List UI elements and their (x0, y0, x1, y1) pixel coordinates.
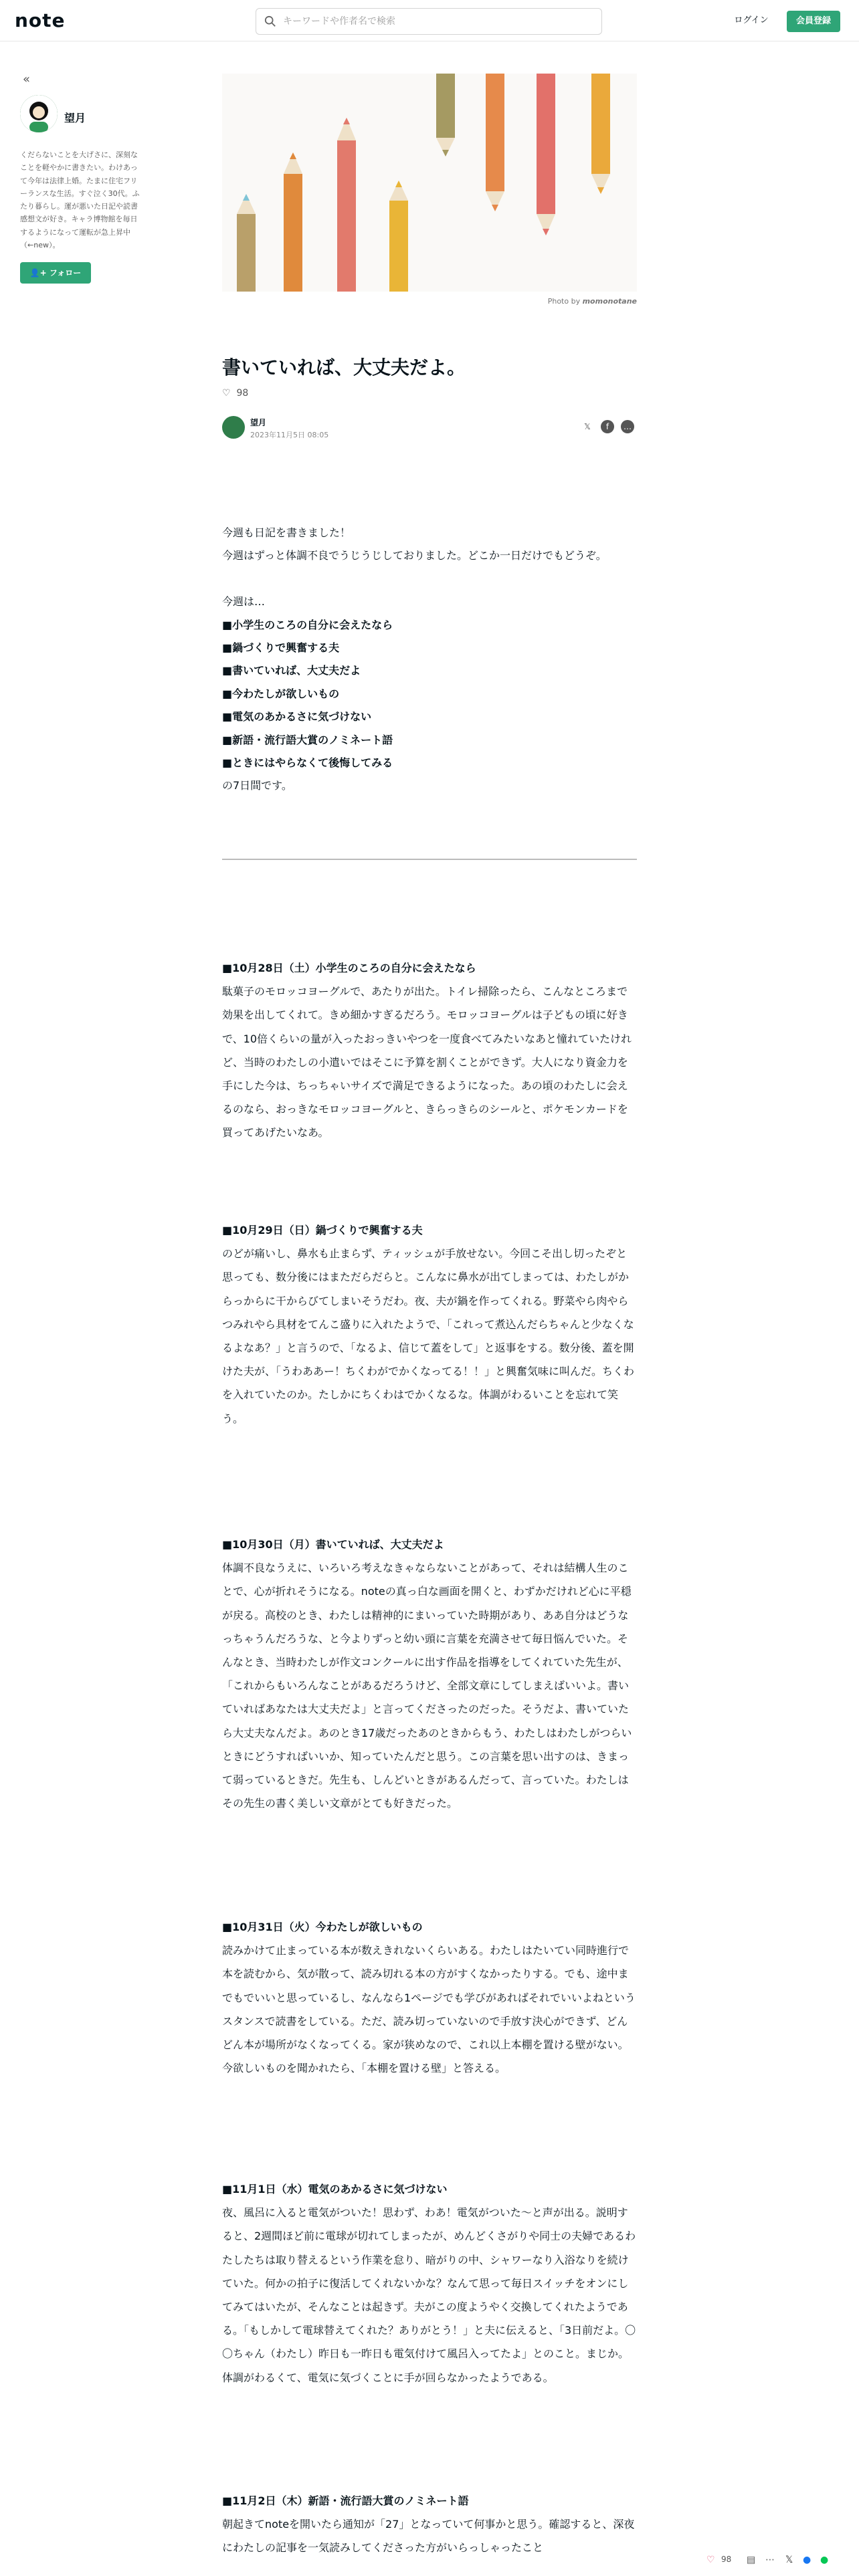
diary-section (222, 1533, 637, 1815)
magazine-icon[interactable]: ▤ (747, 2555, 756, 2565)
week-end: の7日間です。 (222, 779, 292, 792)
week-item: ■電気のあかるさに気づけない (222, 710, 372, 724)
diary-section (222, 1915, 637, 2080)
section-heading: ■11月2日（木）新語・流行語大賞のノミネート語 (222, 2494, 469, 2507)
pencils-illustration (222, 74, 637, 292)
diary-section (222, 2177, 637, 2389)
global-header (0, 0, 859, 41)
follow-label: フォロー (49, 268, 82, 278)
photo-credit (222, 297, 637, 306)
x-share-icon[interactable]: 𝕏 (584, 422, 591, 431)
author-name[interactable]: 望月 (64, 112, 86, 124)
divider (222, 859, 637, 860)
section-text: のどが痛いし、鼻水も止まらず、ティッシュが手放せない。今回こそ出し切ったぞと思っても、数分後にはまただらだらと。こんなに鼻水が出てしまっては、わたしがからっからに干からびてしまいそうだわ。夜、夫が鍋を作ってくれる。野菜やら肉やらつみれやら具材をてんこ盛りに入れたようで、「これって煮込んだらちゃんと少なくなるよなあ？」と言うので、「なるよ、信じて蓋をして」と返事をする。数分後、蓋を開けた夫が、「うわああー！ちくわがでかくなってる！！」と興奮気味に叫んだ。ちくわを入れていたのか。たしかにちくわはでかくなるな。体調がわるいことを忘れて笑う。 (222, 1247, 635, 1425)
week-item: ■鍋づくりで興奮する夫 (222, 641, 340, 654)
follow-button[interactable] (20, 262, 91, 284)
floating-action-bar (696, 2545, 859, 2576)
line-share-icon[interactable]: ● (820, 2555, 829, 2565)
facebook-share-icon[interactable]: ● (803, 2555, 812, 2565)
like-count: 98 (721, 2555, 732, 2564)
person-plus-icon: 👤+ (29, 268, 47, 278)
article-intro (222, 522, 637, 798)
login-button[interactable]: ログイン (734, 15, 769, 25)
search-box[interactable] (256, 8, 602, 35)
more-icon[interactable]: ⋯ (765, 2555, 775, 2565)
article-title: 書いていれば、大丈夫だよ。 (222, 356, 466, 379)
section-text: 読みかけて止まっている本が数えきれないくらいある。わたしはたいてい同時進行で本を読むから、気が散って、読み切れる本の方がすくなかったりする。でも、途中までもでいいと思っているし、なんなら1ページでも学びがあればそれでいいよねというスタンスで読書をしている。ただ、読み切っていないので手放す決心ができず、どんどん本が場所がなくなってくる。家が狭めなので、これ以上本棚を置ける壁がない。今欲しいものを聞かれたら、「本棚を置ける壁」と答える。 (222, 1944, 636, 2075)
diary-section (222, 956, 637, 1145)
week-item: ■新語・流行語大賞のノミネート語 (222, 733, 393, 746)
section-text: 夜、風呂に入ると電気がついた！思わず、わあ！電気がついた〜と声が出る。説明すると、2週間ほど前に電球が切れてしまったが、めんどくさがりや同士の夫婦であるわたしたちは取り替えるという作業を怠り、暗がりの中、シャワーなり入浴なりを続けていた。何かの拍子に復活してくれないかな？なんて思って毎日スイッチをオンにしてみてはいたが、そんなことは起きず。夫がこの度ようやく交換してくれたようである。「もしかして電球替えてくれた？ありがとう！」と夫に伝えると、「3日前だよ。〇〇ちゃん（わたし）昨日も一昨日も電気付けて風呂入ってたよ」とのこと。まじか。体調がわるくて、電気に気づくことに手が回らなかったようである。 (222, 2206, 636, 2384)
week-item: ■ときにはやらなくて後悔してみる (222, 756, 393, 769)
photo-credit-prefix: Photo by (547, 297, 581, 306)
week-label: 今週は… (222, 595, 266, 609)
signup-button[interactable]: 会員登録 (787, 11, 840, 32)
author-bio: くだらないことを大げさに、深刻なことを軽やかに書きたい。わけあって今年は法律上婚。たまに住宅フリーランスな生活。すぐ泣く30代。ふたり暮らし。運が悪いた日記や読書感想文が好き。キャラ博物館を毎日するようになって運転が急上昇中（←new）。 (20, 150, 140, 249)
collapse-sidebar-icon[interactable]: « (23, 72, 31, 86)
line-share-icon[interactable]: … (621, 420, 634, 433)
article-author-row (222, 415, 637, 441)
intro-line: 今週はずっと体調不良でうじうじしておりました。どこか一日だけでもどうぞ。 (222, 549, 607, 562)
section-text: 朝起きてnoteを開いたら通知が「27」となっていて何事かと思う。確認すると、深夜にわたしの記事を一気読みしてくださった方がいらっしゃったこと (222, 2518, 635, 2555)
section-heading: ■10月28日（土）小学生のころの自分に会えたなら (222, 962, 476, 974)
note-logo[interactable]: note (15, 9, 66, 31)
avatar[interactable] (20, 95, 58, 132)
week-item: ■書いていれば、大丈夫だよ (222, 664, 361, 677)
section-heading: ■11月1日（水）電気のあかるさに気づけない (222, 2183, 448, 2195)
heart-icon[interactable]: ♡ (222, 388, 231, 399)
diary-section (222, 1218, 637, 1430)
photo-credit-link[interactable]: momonotane (582, 297, 637, 306)
section-text: 駄菓子のモロッコヨーグルで、あたりが出た。トイレ掃除ったら、こんなところまで効果を出してくれて。きめ細かすぎるだろう。モロッコヨーグルは子どもの頃に好きで、10倍くらいの量が入ったおっきいやつを一度食べてみたいなあと憧れていたけれど、当時のわたしの小遣いではそこに予算を割くことができず。大人になり資金力を手にした今は、ちっちゃいサイズで満足できるようになった。あの頃のわたしに会えるのなら、おっきなモロッコヨーグルと、きらっきらのシールと、ポケモンカードを買ってあげたいなあ。 (222, 985, 632, 1140)
diary-section (222, 2489, 637, 2560)
facebook-share-icon[interactable]: f (601, 420, 614, 433)
publish-date: 2023年11月5日 08:05 (250, 431, 329, 439)
hero-image (222, 74, 637, 292)
like-counter[interactable] (222, 388, 248, 399)
x-share-icon[interactable]: 𝕏 (785, 2555, 793, 2565)
week-item: ■小学生のころの自分に会えたなら (222, 618, 393, 631)
week-item: ■今わたしが欲しいもの (222, 687, 340, 700)
search-input[interactable] (283, 14, 591, 29)
section-heading: ■10月31日（火）今わたしが欲しいもの (222, 1921, 423, 1933)
section-text: 体調不良なうえに、いろいろ考えなきゃならないことがあって、それは結構人生のことで、心が折れそうになる。noteの真っ白な画面を開くと、わずかだけれど心に平穏が戻る。高校のとき、わたしは精神的にまいっていた時期があり、ああ自分はどうなっちゃうんだろうな、と今よりずっと幼い頭に言葉を充満させて毎日悩んでいた。そんなとき、当時わたしが作文コンクールに出す作品を指導をしてくれていた先生が、「これからもいろんなことがあるだろうけど、全部文章にしてしまえばいいよ。書いていればあなたは大丈夫だよ」と言ってくださったのだった。そうだよ、書いていたら大丈夫なんだよ。あのとき17歳だったあのときからもう、わたしはわたしがつらいときにどうすればいいか、知っていたんだと思う。この言葉を思い出すのは、きまって弱っているときだ。先生も、しんどいときがあるんだって、言っていた。わたしはその先生の書く美しい文章がとても好きだった。 (222, 1562, 632, 1810)
heart-icon[interactable]: ♡ (706, 2555, 715, 2565)
section-heading: ■10月29日（日）鍋づくりで興奮する夫 (222, 1224, 423, 1237)
author-avatar[interactable] (222, 416, 245, 439)
like-count: 98 (236, 388, 249, 399)
author-name-small[interactable]: 望月 (250, 418, 267, 427)
avatar-illustration (20, 95, 58, 132)
search-icon (264, 15, 276, 27)
section-heading: ■10月30日（月）書いていれば、大丈夫だよ (222, 1538, 444, 1551)
intro-line: 今週も日記を書きました！ (222, 526, 351, 539)
